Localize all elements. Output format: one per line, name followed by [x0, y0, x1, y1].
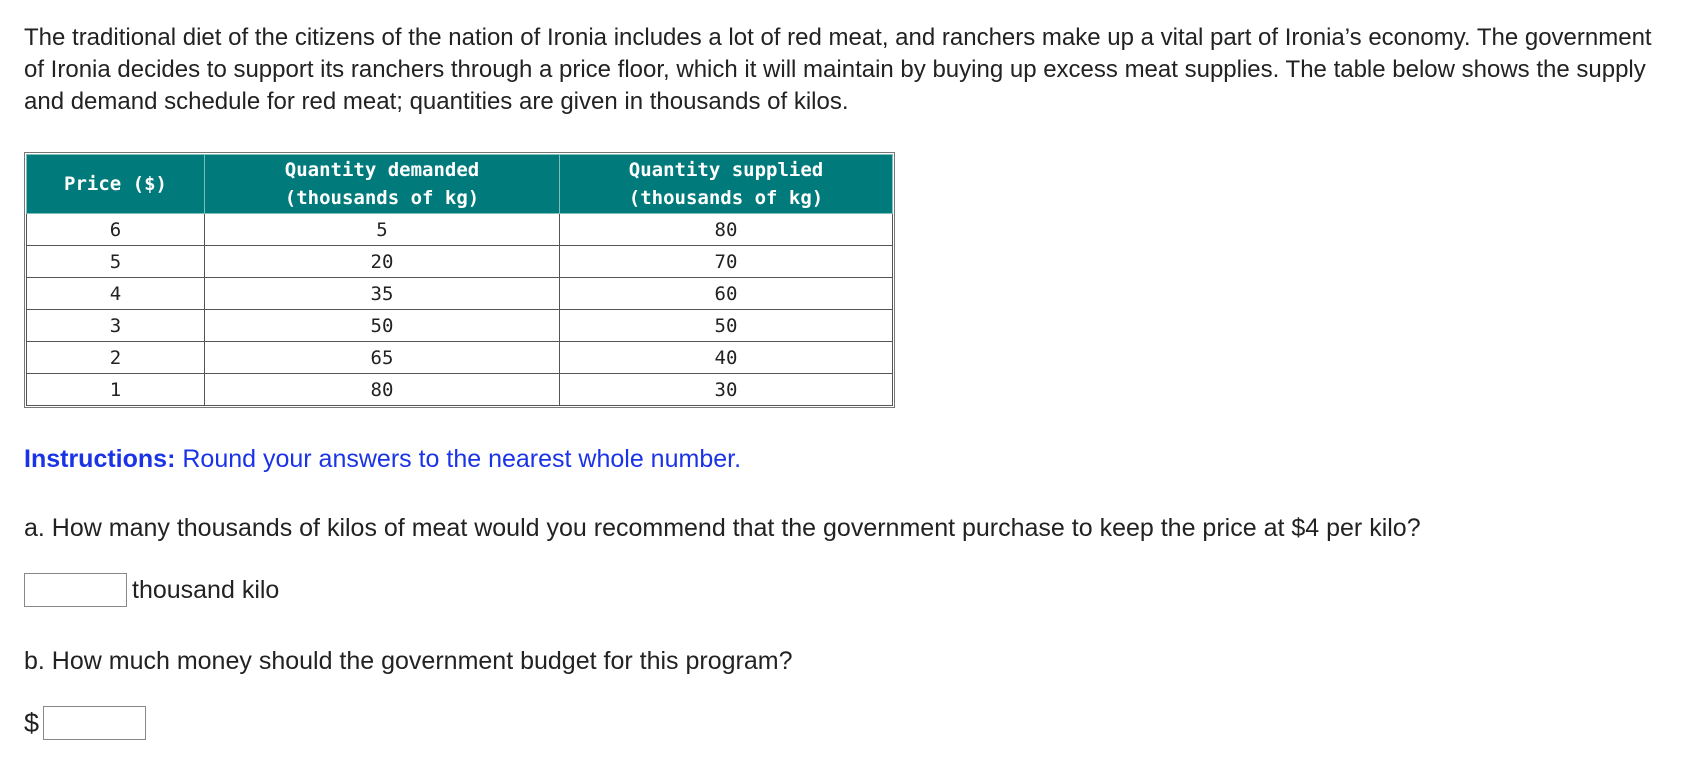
- cell-price: 4: [27, 278, 205, 310]
- cell-quantity-demanded: 20: [205, 246, 560, 278]
- instructions-label: Instructions:: [24, 445, 176, 473]
- cell-quantity-supplied: 80: [560, 214, 893, 246]
- cell-quantity-demanded: 35: [205, 278, 560, 310]
- cell-quantity-supplied: 40: [560, 342, 893, 374]
- cell-price: 2: [27, 342, 205, 374]
- header-price: Price ($): [27, 155, 205, 214]
- cell-quantity-supplied: 70: [560, 246, 893, 278]
- cell-price: 3: [27, 310, 205, 342]
- dollar-sign: $: [24, 707, 40, 738]
- header-quantity-supplied: Quantity supplied (thousands of kg): [560, 155, 893, 214]
- table-header-row: [27, 155, 893, 214]
- schedule-table-frame: [24, 152, 895, 408]
- supply-demand-table: [26, 154, 893, 406]
- question-b-text: b. How much money should the government budget for this program?: [24, 647, 793, 675]
- table-row: [27, 246, 893, 278]
- cell-price: 5: [27, 246, 205, 278]
- answer-a-unit: thousand kilo: [132, 575, 280, 604]
- cell-quantity-demanded: 65: [205, 342, 560, 374]
- instructions: [24, 445, 1674, 474]
- question-a-text: a. How many thousands of kilos of meat would you recommend that the government purchase to keep the price at $4 per kilo?: [24, 514, 1421, 542]
- question-b-answer-row: [24, 706, 1674, 740]
- cell-quantity-demanded: 5: [205, 214, 560, 246]
- cell-quantity-demanded: 80: [205, 374, 560, 406]
- answer-b-input[interactable]: [43, 706, 146, 740]
- table-row: [27, 214, 893, 246]
- intro-paragraph: The traditional diet of the citizens of the nation of Ironia includes a lot of red meat, and ranchers make up a vital part of Ironia’s economy. The government of Ironia decides to support its ranchers through a price floor, which it will maintain by buying up excess meat supplies. The table below shows the supply and demand schedule for red meat; quantities are given in thousands of kilos.: [24, 24, 1652, 115]
- question-a-answer-row: [24, 573, 1674, 607]
- cell-quantity-supplied: 60: [560, 278, 893, 310]
- header-quantity-demanded: Quantity demanded (thousands of kg): [205, 155, 560, 214]
- table-row: [27, 374, 893, 406]
- table-row: [27, 278, 893, 310]
- cell-price: 6: [27, 214, 205, 246]
- question-page: [24, 22, 1674, 740]
- table-row: [27, 310, 893, 342]
- cell-quantity-supplied: 30: [560, 374, 893, 406]
- cell-price: 1: [27, 374, 205, 406]
- answer-a-input[interactable]: [24, 573, 127, 607]
- instructions-text: Round your answers to the nearest whole number.: [182, 445, 742, 473]
- cell-quantity-supplied: 50: [560, 310, 893, 342]
- cell-quantity-demanded: 50: [205, 310, 560, 342]
- table-row: [27, 342, 893, 374]
